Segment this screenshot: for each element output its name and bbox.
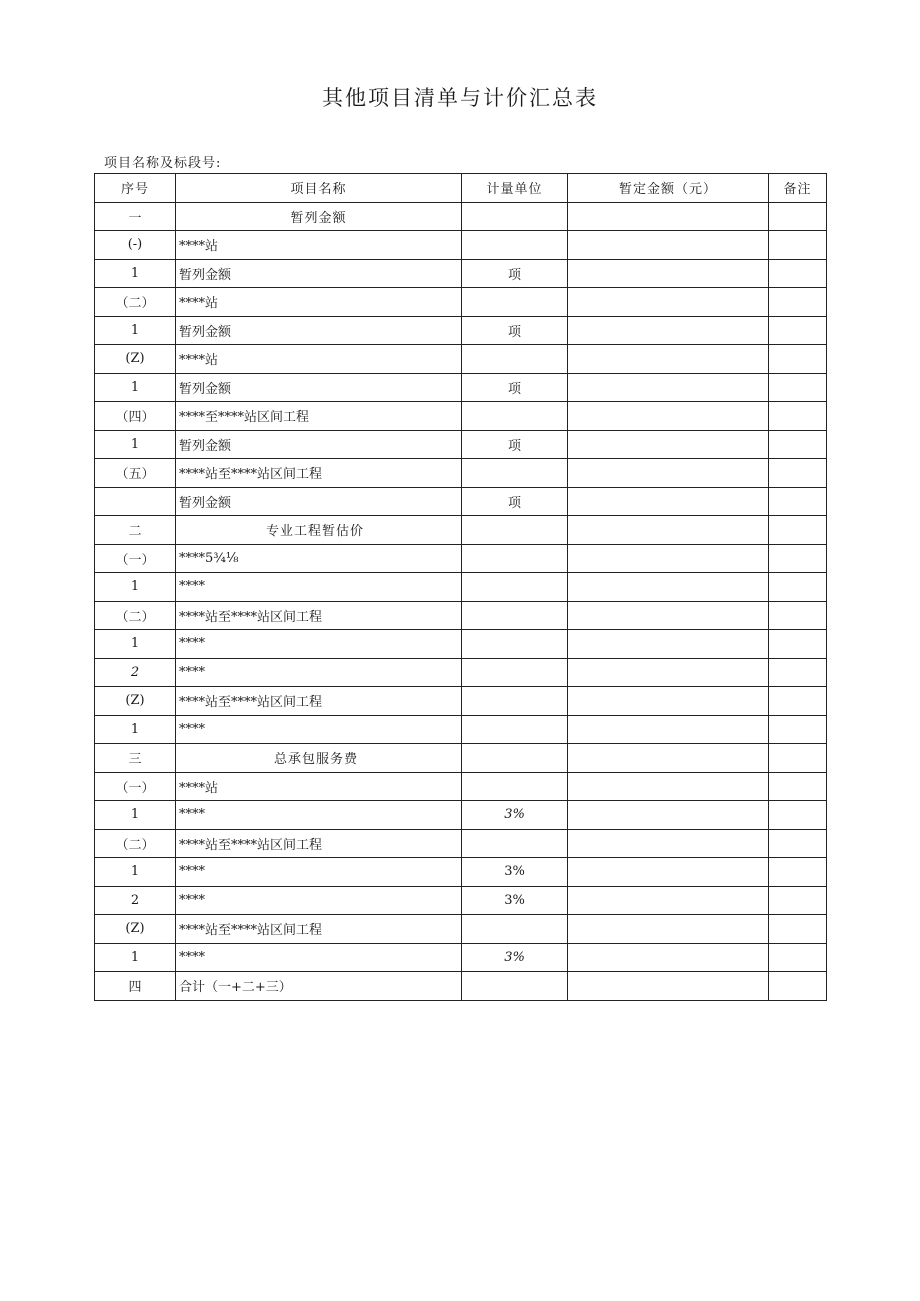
cell-name: **** [176,715,462,744]
table-body [95,202,827,1000]
cell-no: 1 [95,316,176,345]
cell-remark [769,972,827,1001]
cell-no: 1 [95,858,176,887]
summary-table [94,173,827,1001]
cell-unit [462,601,568,630]
cell-amount [568,573,769,602]
cell-remark [769,373,827,402]
header-no: 序号 [95,174,176,203]
table-row [95,772,827,801]
table-row [95,658,827,687]
cell-remark [769,601,827,630]
cell-amount [568,943,769,972]
cell-name: ****站 [176,231,462,260]
cell-no: 二 [95,516,176,545]
cell-name: **** [176,943,462,972]
cell-amount [568,202,769,231]
cell-name: 总承包服务费 [176,744,462,773]
table-row [95,487,827,516]
cell-unit: 3% [462,943,568,972]
table-row [95,373,827,402]
cell-amount [568,316,769,345]
table-row [95,858,827,887]
cell-no: （一） [95,544,176,573]
cell-unit [462,658,568,687]
cell-remark [769,801,827,830]
cell-name: ****5¾⅛ [176,544,462,573]
header-amount: 暂定金额（元） [568,174,769,203]
cell-remark [769,829,827,858]
cell-amount [568,744,769,773]
table-row [95,829,827,858]
cell-remark [769,573,827,602]
cell-amount [568,715,769,744]
cell-remark [769,744,827,773]
table-row [95,972,827,1001]
cell-no: 1 [95,573,176,602]
cell-amount [568,459,769,488]
cell-name: 暂列金额 [176,430,462,459]
cell-name: **** [176,858,462,887]
cell-unit [462,288,568,317]
cell-unit [462,772,568,801]
cell-name: **** [176,801,462,830]
cell-amount [568,772,769,801]
cell-remark [769,858,827,887]
cell-name: ****站至****站区间工程 [176,601,462,630]
table-header-row [95,174,827,203]
cell-amount [568,231,769,260]
cell-remark [769,402,827,431]
cell-amount [568,858,769,887]
cell-name: 合计（一+二+三） [176,972,462,1001]
cell-no: 一 [95,202,176,231]
table-row [95,231,827,260]
cell-no: （二） [95,288,176,317]
cell-unit [462,345,568,374]
table-row [95,402,827,431]
table-row [95,687,827,716]
page-title: 其他项目清单与计价汇总表 [322,86,598,110]
cell-no: 1 [95,943,176,972]
cell-remark [769,772,827,801]
cell-amount [568,829,769,858]
cell-name: 暂列金额 [176,259,462,288]
cell-unit [462,544,568,573]
cell-unit [462,516,568,545]
cell-unit: 3% [462,801,568,830]
cell-amount [568,373,769,402]
table-row [95,202,827,231]
cell-amount [568,658,769,687]
table-row [95,316,827,345]
cell-amount [568,886,769,915]
cell-name: 暂列金额 [176,373,462,402]
header-remark: 备注 [769,174,827,203]
table-row [95,573,827,602]
cell-amount [568,544,769,573]
cell-unit [462,972,568,1001]
cell-unit [462,231,568,260]
table-row [95,943,827,972]
cell-no: （四） [95,402,176,431]
cell-amount [568,402,769,431]
cell-unit: 3% [462,858,568,887]
cell-no: 四 [95,972,176,1001]
table-row [95,516,827,545]
cell-unit [462,829,568,858]
cell-remark [769,288,827,317]
cell-amount [568,487,769,516]
cell-name: **** [176,658,462,687]
cell-unit [462,459,568,488]
cell-unit: 项 [462,316,568,345]
cell-no: 1 [95,430,176,459]
cell-unit [462,687,568,716]
table-row [95,430,827,459]
cell-name: **** [176,630,462,659]
table-row [95,345,827,374]
cell-remark [769,430,827,459]
cell-no: (Z) [95,345,176,374]
cell-remark [769,202,827,231]
cell-name: ****站至****站区间工程 [176,687,462,716]
cell-unit: 项 [462,430,568,459]
table-row [95,915,827,944]
cell-remark [769,943,827,972]
table-row [95,259,827,288]
cell-unit [462,630,568,659]
cell-amount [568,430,769,459]
cell-remark [769,231,827,260]
cell-no: (Z) [95,915,176,944]
cell-no: 2 [95,886,176,915]
cell-unit [462,573,568,602]
cell-no: 1 [95,630,176,659]
cell-amount [568,601,769,630]
cell-name: 暂列金额 [176,316,462,345]
table-row [95,459,827,488]
cell-name: **** [176,573,462,602]
cell-amount [568,801,769,830]
cell-no [95,487,176,516]
cell-name: ****站至****站区间工程 [176,915,462,944]
cell-no: （二） [95,601,176,630]
cell-amount [568,516,769,545]
cell-name: 暂列金额 [176,487,462,516]
cell-no: 1 [95,715,176,744]
cell-name: ****站至****站区间工程 [176,829,462,858]
cell-no: （二） [95,829,176,858]
cell-remark [769,487,827,516]
cell-no: (Z) [95,687,176,716]
cell-remark [769,345,827,374]
cell-unit [462,715,568,744]
cell-name: ****站 [176,772,462,801]
cell-unit: 3% [462,886,568,915]
table-row [95,801,827,830]
cell-remark [769,658,827,687]
cell-name: ****站至****站区间工程 [176,459,462,488]
cell-remark [769,687,827,716]
cell-no: 1 [95,801,176,830]
cell-unit: 项 [462,487,568,516]
cell-name: ****站 [176,288,462,317]
cell-no: 2 [95,658,176,687]
table-row [95,288,827,317]
cell-unit [462,744,568,773]
cell-name: ****至****站区间工程 [176,402,462,431]
project-name-label: 项目名称及标段号: [104,156,222,171]
cell-amount [568,259,769,288]
cell-name: 暂列金额 [176,202,462,231]
cell-no: 1 [95,373,176,402]
table-row [95,630,827,659]
cell-no: （五） [95,459,176,488]
header-unit: 计量单位 [462,174,568,203]
cell-remark [769,715,827,744]
cell-unit [462,915,568,944]
cell-remark [769,459,827,488]
cell-name: **** [176,886,462,915]
cell-amount [568,687,769,716]
cell-name: ****站 [176,345,462,374]
cell-remark [769,886,827,915]
cell-amount [568,288,769,317]
cell-unit: 项 [462,259,568,288]
cell-no: （一） [95,772,176,801]
cell-unit: 项 [462,373,568,402]
cell-amount [568,630,769,659]
cell-no: 三 [95,744,176,773]
cell-remark [769,544,827,573]
cell-amount [568,915,769,944]
cell-remark [769,316,827,345]
table-row [95,886,827,915]
cell-no: (-) [95,231,176,260]
cell-remark [769,516,827,545]
cell-amount [568,972,769,1001]
cell-amount [568,345,769,374]
table-row [95,744,827,773]
table-row [95,601,827,630]
cell-remark [769,259,827,288]
cell-no: 1 [95,259,176,288]
table-row [95,544,827,573]
cell-remark [769,915,827,944]
table-row [95,715,827,744]
cell-remark [769,630,827,659]
header-name: 项目名称 [176,174,462,203]
cell-unit [462,202,568,231]
cell-name: 专业工程暂估价 [176,516,462,545]
cell-unit [462,402,568,431]
